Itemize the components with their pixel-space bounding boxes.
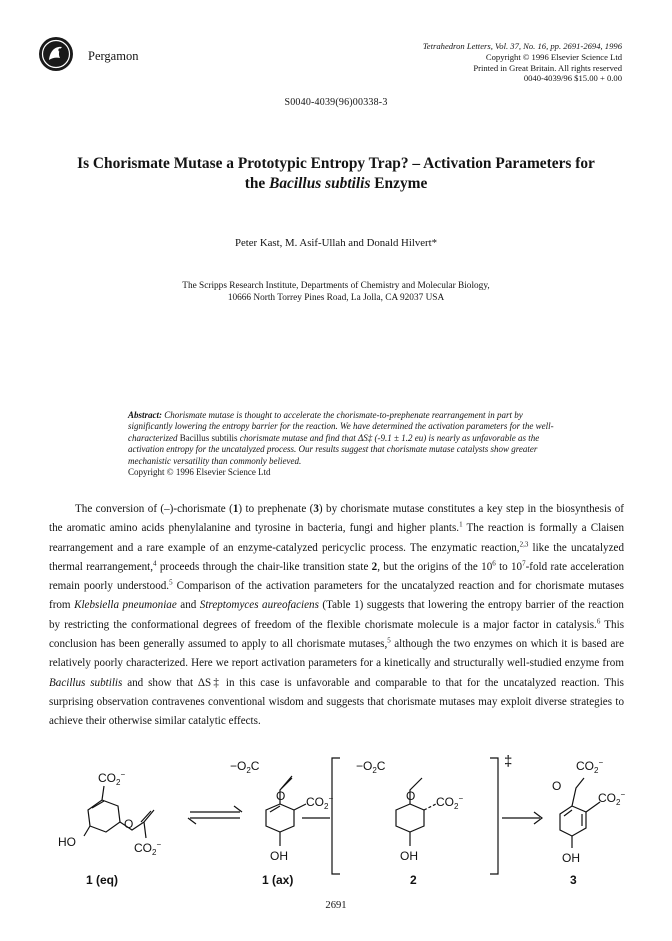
abstract-label: Abstract: xyxy=(128,410,163,420)
scheme-co2-label: $CO_2^-$ xyxy=(98,770,126,787)
exponent: 7 xyxy=(522,559,526,568)
body-text: The conversion of (–)-chorismate ( xyxy=(75,503,233,515)
compound-number: 2 xyxy=(371,560,378,573)
compound-number: 1 xyxy=(232,503,239,515)
reference-marker: 6 xyxy=(596,617,601,626)
structure-1-ax xyxy=(266,776,306,846)
reference-marker: 5 xyxy=(169,578,173,587)
abstract-copyright: Copyright © 1996 Elsevier Science Ltd xyxy=(128,467,271,478)
organism-name: Bacillus subtilis xyxy=(49,676,123,689)
doi: S0040-4039(96)00338-3 xyxy=(284,97,388,108)
scheme-o-label: O xyxy=(552,779,562,793)
abstract xyxy=(128,410,564,478)
compound-number: 3 xyxy=(313,503,319,515)
abstract-text-b: chorismate mutase and find that ΔS‡ (-9.1 ± 1.2 eu) is nearly as unfavorable as the activation entropy for the uncatalyzed process. Our results suggest that chorismate mutase catalysts show greater mechanistic versatility than commonly believed. xyxy=(128,432,540,466)
scheme-oh-label: OH xyxy=(270,849,288,863)
citation-line-journal: Tetrahedron Letters, Vol. 37, No. 16, pp. 2691-2694, 1996 xyxy=(422,41,622,51)
title-organism: Bacillus subtilis xyxy=(269,175,371,192)
title-part-3: Enzyme xyxy=(374,175,428,192)
reference-marker: 4 xyxy=(153,559,157,568)
reference-marker: 1 xyxy=(459,520,463,529)
publisher-name: Pergamon xyxy=(88,49,139,63)
body-paragraph xyxy=(49,500,624,732)
reaction-scheme xyxy=(40,748,640,890)
scheme-co2-label: $CO_2^-$ xyxy=(598,790,626,807)
body-text: proceeds through the chair-like transition state xyxy=(156,560,372,573)
body-text: -fold rate acceleration remain poorly understood. xyxy=(49,560,624,593)
ts-bracket-left xyxy=(332,758,340,874)
affiliation xyxy=(0,280,672,304)
authors: Peter Kast, M. Asif-Ullah and Donald Hilvert* xyxy=(234,237,438,249)
scheme-co2-label: $CO_2^-$ xyxy=(576,758,604,775)
body-text: Comparison of the activation parameters for the uncatalyzed reaction and for chorismate mutases from xyxy=(49,580,624,612)
scheme-oh-label: OH xyxy=(562,851,580,865)
scheme-co2-label: $CO_2^-$ xyxy=(436,794,464,811)
scheme-o-label: O xyxy=(276,789,286,803)
affiliation-line-2: 10666 North Torrey Pines Road, La Jolla, CA 92037 USA xyxy=(227,293,445,304)
body-text: ) to prephenate ( xyxy=(238,503,314,515)
scheme-co2-label: $CO_2^-$ xyxy=(306,794,334,811)
scheme-o2c-label: $-O_2C$ xyxy=(230,759,260,775)
title-part-2: the xyxy=(244,175,266,192)
body-text: This conclusion has been generally assumed to apply to all chorismate mutases, xyxy=(49,618,625,651)
title-line-1: Is Chorismate Mutase a Prototypic Entropy Trap? – Activation Parameters for xyxy=(77,155,595,172)
abstract-organism: Bacillus subtilis xyxy=(179,432,238,443)
scheme-o-label: O xyxy=(124,817,134,831)
abstract-text-a: Chorismate mutase is thought to accelerate the chorismate-to-prephenate rearrangement in part by significantly lowering the entropy barrier for the reaction. We have determined the activation parameters for the well-characterized xyxy=(128,410,554,443)
body-text: to 10 xyxy=(495,560,523,573)
structure-1-eq xyxy=(84,786,154,838)
citation-line-price: 0040-4039/96 $15.00 + 0.00 xyxy=(523,73,622,84)
scheme-oh-label: OH xyxy=(400,849,418,863)
body-text: The reaction is formally a Claisen rearrangement and a rare example of an enzyme-catalyzed pericyclic process. The enzymatic reaction, xyxy=(49,522,624,554)
ts-bracket-right xyxy=(490,758,498,874)
body-text: , but the origins of the 10 xyxy=(377,560,493,573)
scheme-co2-label: $CO_2^-$ xyxy=(134,840,162,857)
exponent: 6 xyxy=(492,559,496,568)
compound-label-2: 2 xyxy=(410,873,417,887)
transition-state-symbol: ‡ xyxy=(504,753,513,770)
compound-label-1-ax: 1 (ax) xyxy=(262,873,294,887)
scheme-o2c-label: $-O_2C$ xyxy=(356,759,386,775)
equilibrium-arrow-icon xyxy=(188,806,242,824)
reference-marker: 2,3 xyxy=(519,539,529,548)
pergamon-logo-icon xyxy=(38,36,74,72)
body-text: and show that ΔS‡ in this case is unfavorable and comparable to that for the uncatalyzed reaction. This surprising observation contravenes conventional wisdom and suggests that chorismate mutases may exploit diverse strategies to achieve their otherwise similar catalytic effects. xyxy=(49,676,624,728)
organism-name: Streptomyces aureofaciens xyxy=(199,599,319,612)
citation-line-copyright: Copyright © 1996 Elsevier Science Ltd xyxy=(485,51,622,62)
body-text: (Table 1) suggests that lowering the entropy barrier of the reaction by restricting the conformational degrees of freedom of the flexible chorismate molecule is a major factor in catalysis. xyxy=(49,599,624,631)
affiliation-line-1: The Scripps Research Institute, Departments of Chemistry and Molecular Biology, xyxy=(182,281,490,291)
reference-marker: 5 xyxy=(387,636,391,645)
article-title xyxy=(30,154,642,194)
scheme-ho-label: HO xyxy=(58,835,76,849)
compound-label-1-eq: 1 (eq) xyxy=(86,873,119,887)
compound-label-3: 3 xyxy=(570,873,577,887)
scheme-o-label: O xyxy=(406,789,416,803)
citation-line-printed: Printed in Great Britain. All rights reserved xyxy=(473,62,622,73)
body-text: like the uncatalyzed thermal rearrangement, xyxy=(49,541,624,573)
structure-3 xyxy=(560,778,600,848)
citation-block xyxy=(423,41,622,84)
body-text: and xyxy=(176,599,200,612)
body-text: although the two enzymes on which it is based are relatively poorly characterized. Here we report activation parameters for a kinetically and structurally well-studied enzyme from xyxy=(49,638,624,670)
body-text: ) by chorismate mutase constitutes a key step in the biosynthesis of the aromatic amino acids phenylalanine and tyrosine in bacteria, fungi and higher plants. xyxy=(49,503,624,535)
organism-name: Klebsiella pneumoniae xyxy=(74,599,177,612)
forward-arrow-icon xyxy=(502,812,542,824)
page-number: 2691 xyxy=(325,900,347,911)
structure-2 xyxy=(396,778,436,846)
